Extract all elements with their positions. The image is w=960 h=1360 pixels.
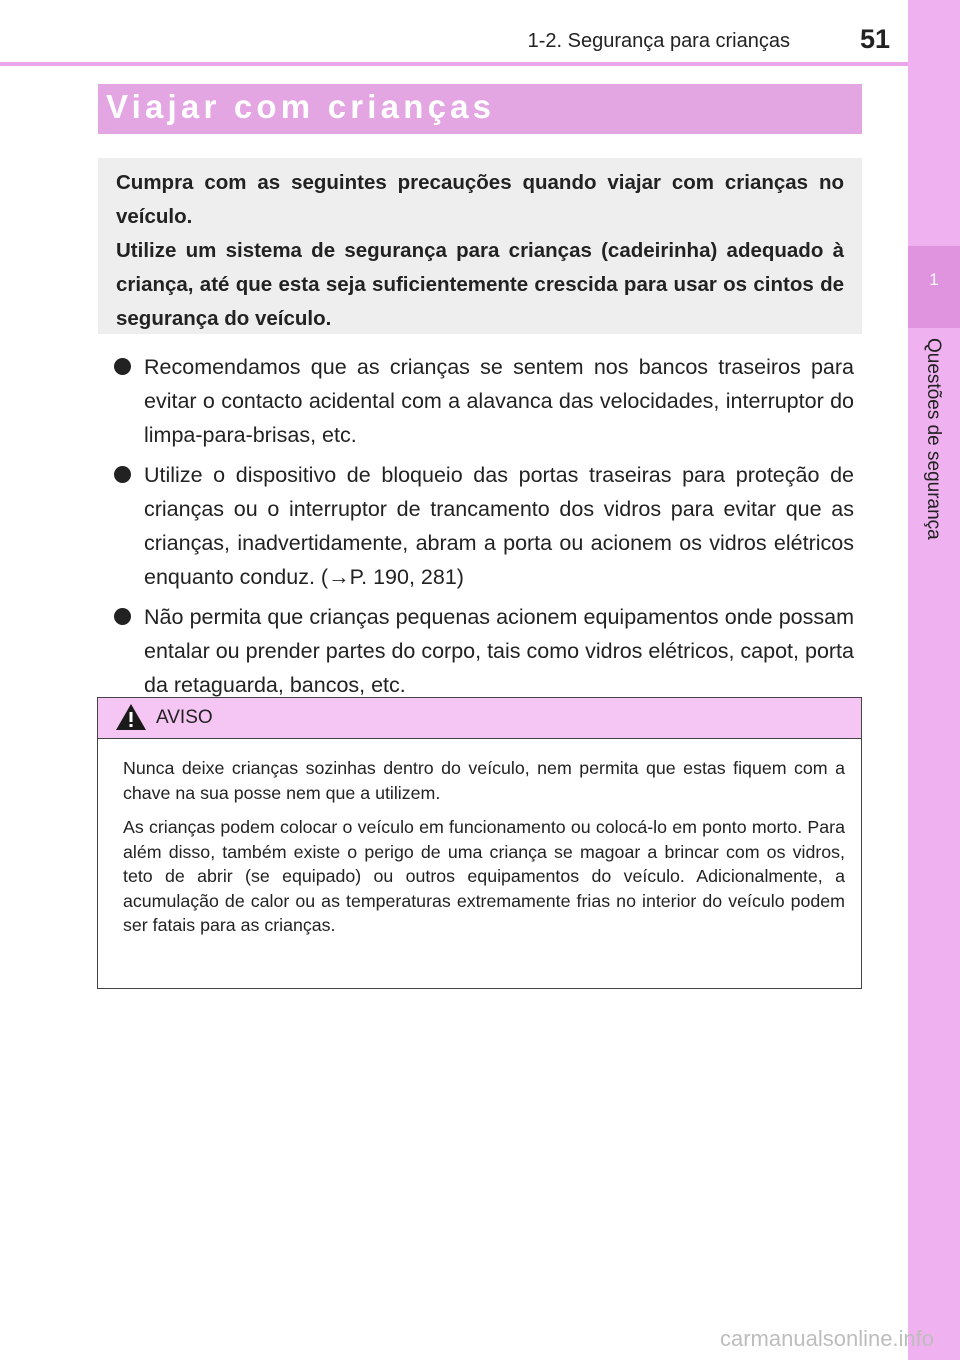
bullet-item bbox=[98, 458, 862, 594]
warning-label: AVISO bbox=[156, 707, 213, 728]
intro-box bbox=[98, 158, 862, 334]
chapter-number: 1 bbox=[929, 270, 939, 289]
warning-box bbox=[97, 697, 862, 989]
bullet-dot-icon bbox=[114, 608, 131, 625]
warning-paragraph: Nunca deixe crianças sozinhas dentro do veículo, nem permita que estas fiquem com a chave na sua posse nem que a utilizem. bbox=[123, 758, 845, 803]
intro-line-1: Cumpra com as seguintes precauções quando viajar com crianças no veículo. bbox=[116, 171, 844, 228]
bullet-item bbox=[98, 600, 862, 702]
warning-triangle-icon bbox=[115, 703, 147, 736]
header-section-title: 1-2. Segurança para crianças bbox=[527, 30, 790, 52]
bullet-text: Não permita que crianças pequenas acionem equipamentos onde possam entalar ou prender partes do corpo, tais como vidros elétricos, capot, porta da retaguarda, bancos, etc. bbox=[144, 605, 854, 697]
warning-body bbox=[123, 756, 845, 948]
bullet-dot-icon bbox=[114, 466, 131, 483]
bullet-text: Utilize o dispositivo de bloqueio das portas traseiras para proteção de crianças ou o interruptor de trancamento dos vidros para evitar que as crianças, inadvertidamente, abram a porta ou acionem os vidros elétricos enquanto conduz. (→P. 190, 281) bbox=[144, 463, 854, 589]
intro-line-2: Utilize um sistema de segurança para crianças (cadeirinha) adequado à criança, até que esta seja suficientemente crescida para usar os cintos de segurança do veículo. bbox=[116, 239, 844, 330]
page-title: Viajar com crianças bbox=[106, 88, 496, 125]
bullet-text: Recomendamos que as crianças se sentem nos bancos traseiros para evitar o contacto acidental com a alavanca das velocidades, interruptor do limpa-para-brisas, etc. bbox=[144, 355, 854, 447]
header-rule bbox=[0, 62, 908, 66]
bullet-list bbox=[98, 350, 862, 708]
title-banner bbox=[98, 84, 862, 134]
chapter-title: Questões de segurança bbox=[923, 338, 944, 540]
side-chapter-tab bbox=[908, 0, 960, 1360]
warning-paragraph: As crianças podem colocar o veículo em funcionamento ou colocá-lo em ponto morto. Para além disso, também existe o perigo de uma criança se magoar a brincar com os vidros, teto de abrir (se equipado) ou outros equipamentos do veículo. Adicionalmente, a acumulação de calor ou as temperaturas extremamente frias no interior do veículo podem ser fatais para as crianças. bbox=[123, 817, 845, 935]
watermark: carmanualsonline.info bbox=[720, 1326, 935, 1351]
warning-header bbox=[98, 698, 861, 739]
bullet-dot-icon bbox=[114, 358, 131, 375]
bullet-item bbox=[98, 350, 862, 452]
chapter-title-container bbox=[908, 338, 960, 578]
page-number: 51 bbox=[859, 24, 890, 54]
